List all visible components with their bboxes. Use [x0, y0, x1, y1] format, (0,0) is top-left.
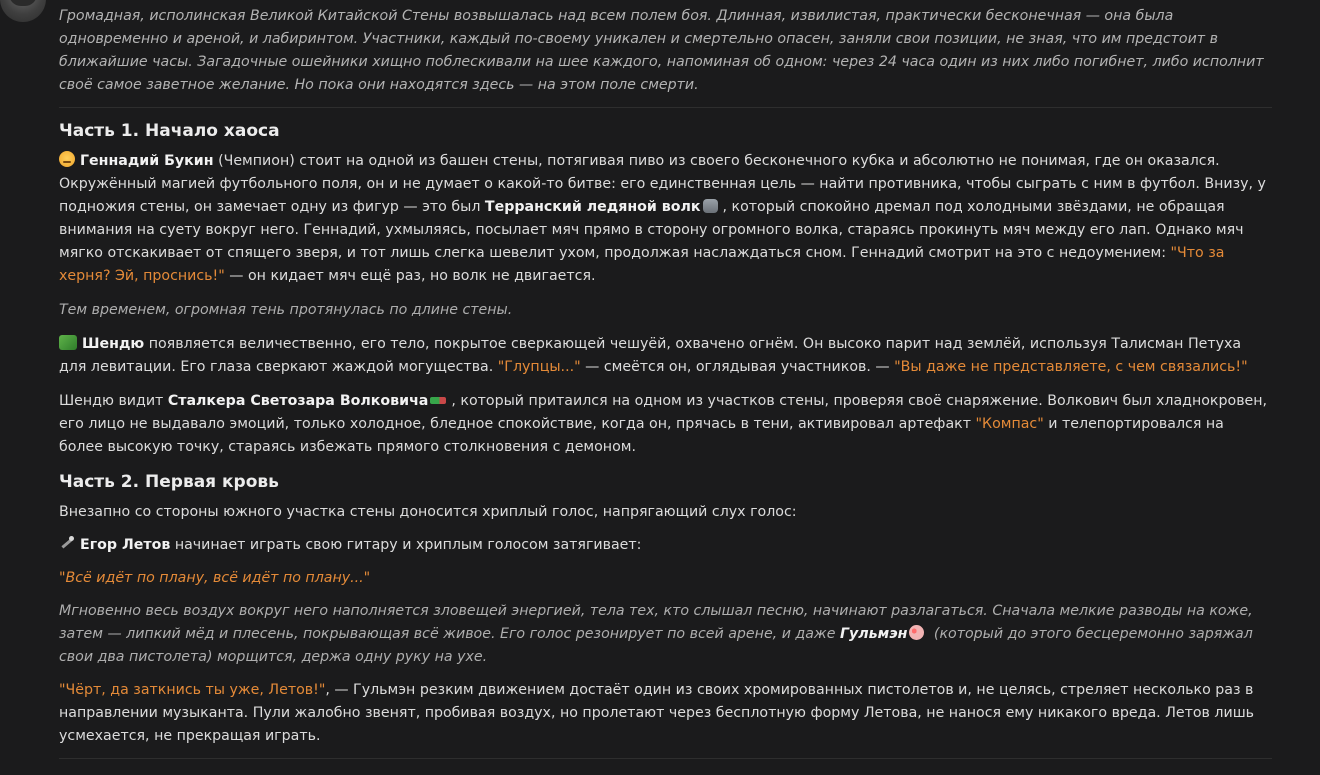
sleepy-face-icon — [59, 151, 75, 167]
gennady-paragraph — [59, 150, 1272, 288]
stalker-name: Сталкера Светозара Волковича — [167, 393, 429, 409]
dragon-icon — [59, 335, 77, 350]
stalker-text-2: и телепортировался на более высокую точку, стараясь избежать прямого столкновения с демоном. — [59, 416, 1224, 455]
voice-paragraph: Внезапно со стороны южного участка стены доносится хриплый голос, напрягающий слух голос: — [59, 504, 797, 520]
song-quote: "Всё идёт по плану, всё идёт по плану..." — [59, 570, 371, 586]
stalker-text-0: Шендю видит — [59, 393, 168, 409]
gennady-text-3: — он кидает мяч ещё раз, но волк не двигается. — [224, 268, 596, 284]
shendu-quote-2: "Вы даже не представляете, с чем связались!" — [894, 359, 1248, 375]
letov-text: начинает играть свою гитару и хриплым голосом затягивает: — [170, 537, 642, 553]
compass-artifact: "Компас" — [975, 416, 1044, 432]
shendu-name: Шендю — [82, 336, 145, 352]
part1-heading: Часть 1. Начало хаоса — [59, 121, 280, 141]
microphone-icon — [59, 535, 75, 551]
assistant-avatar — [0, 0, 46, 22]
divider — [59, 107, 1272, 108]
gennady-text-2: , который спокойно дремал под холодными звёздами, не обращая внимания на суету вокруг него. Геннадий, ухмыляясь, посылает мяч прямо в сторону огромного волка, стараясь прокинуть мяч между его лап. Однако мяч мягко отскакивает от спящего зверя, и тот лишь слегка шевелит ухом, продолжая наслаждаться сном. Геннадий смотрит на это с недоумением: — [59, 199, 1244, 261]
message-body — [59, 5, 1272, 759]
shendu-text-1: появляется величественно, его тело, покрытое сверкающей чешуёй, охвачено огнём. Он высоко парит над землёй, используя Талисман Петуха для левитации. Его глаза сверкают жаждой могущества. — [59, 336, 1242, 375]
bottom-divider — [59, 758, 1272, 759]
gun-icon — [430, 397, 446, 404]
wolf-icon — [703, 199, 718, 213]
wolf-name: Терранский ледяной волк — [484, 199, 701, 215]
intro-paragraph: Громадная, исполинская Великой Китайской Стены возвышалась над всем полем боя. Длинная, извилистая, практически бесконечная — она была одновременно и ареной, и лабиринтом. Участники, каждый по-своему уникален и смертельно опасен, заняли свои позиции, не зная, что им предстоит в ближайшие часы. Загадочные ошейники хищно поблескивали на шее каждого, напоминая об одном: через 24 часа один из них либо погибнет, либо исполнит своё самое заветное желание. Но пока они находятся здесь — на этом поле смерти. — [59, 8, 1264, 93]
gulman-text: , — Гульмэн резким движением достаёт один из своих хромированных пистолетов и, не целясь, стреляет несколько раз в направлении музыканта. Пули жалобно звенят, пробивая воздух, но пролетают через бесплотную форму Летова, не нанося ему никакого вреда. Летов лишь усмехается, не прекращая играть. — [59, 682, 1255, 744]
gennady-name: Геннадий Букин — [80, 153, 214, 169]
stalker-text-1: , который притаился на одном из участков стены, проверяя своё снаряжение. Волкович был хладнокровен, его лицо не выдавало эмоций, только холодное, бледное спокойствие, когда он, прячась в тени, активировал артефакт — [59, 393, 1268, 432]
gennady-quote: "Что за херня? Эй, проснись!" — [59, 245, 1225, 284]
letov-paragraph — [59, 534, 1272, 557]
palette-icon — [909, 625, 924, 640]
gulman-quote: "Чёрт, да заткнись ты уже, Летов!" — [59, 682, 326, 698]
shadow-note: Тем временем, огромная тень протянулась по длине стены. — [59, 302, 513, 318]
part2-heading: Часть 2. Первая кровь — [59, 472, 279, 492]
shendu-quote-1: "Глупцы..." — [497, 359, 581, 375]
decay-note — [59, 600, 1272, 669]
letov-name: Егор Летов — [80, 537, 171, 553]
gulman-name: Гульмэн — [839, 626, 908, 642]
gulman-paragraph — [59, 679, 1272, 748]
shendu-paragraph — [59, 333, 1272, 379]
gennady-text-1: (Чемпион) стоит на одной из башен стены, потягивая пиво из своего бесконечного кубка и абсолютно не понимая, где он оказался. Окружённый магией футбольного поля, он и не думает о какой-то битве: его единственная цель — найти противника, чтобы сыграть с ним в футбол. Внизу, у подножия стены, он замечает одну из фигур — это был — [59, 153, 1266, 215]
decay-text-2: (который до этого бесцеремонно заряжал свои два пистолета) морщится, держа одну руку на ухе. — [59, 626, 1253, 665]
shendu-text-2: — смеётся он, оглядывая участников. — — [580, 359, 895, 375]
stalker-paragraph — [59, 390, 1272, 459]
decay-text-1: Мгновенно весь воздух вокруг него наполняется зловещей энергией, тела тех, кто слышал песню, начинают разлагаться. Сначала мелкие разводы на коже, затем — липкий мёд и плесень, покрывающая всё живое. Его голос резонирует по всей арене, и даже — [59, 603, 1253, 642]
